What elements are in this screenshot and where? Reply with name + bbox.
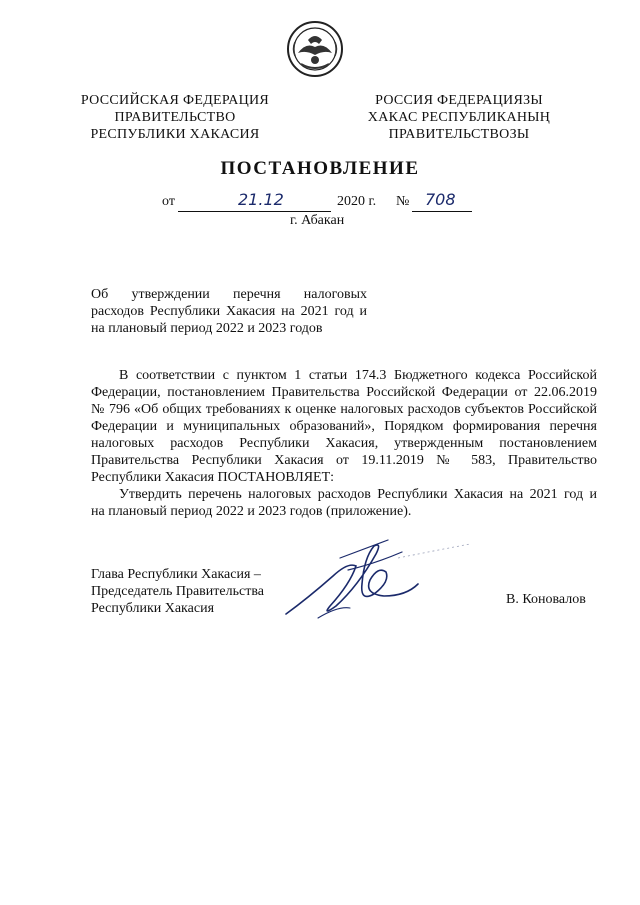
header-left-line: РОССИЙСКАЯ ФЕДЕРАЦИЯ — [80, 93, 270, 108]
subject-line: расходов Республики Хакасия на 2021 год и — [91, 304, 367, 319]
document-body — [91, 367, 597, 520]
date-underline — [178, 211, 331, 212]
body-line: Федерации, постановлением Правительства Российской Федерации от 22.06.2019 — [91, 385, 597, 400]
header-right — [350, 92, 568, 143]
body-line: Федерации и муниципальных образований», Порядком формирования перечня — [91, 419, 597, 434]
signatory-line: Председатель Правительства — [91, 584, 264, 599]
city: г. Абакан — [290, 213, 345, 228]
signatory-title — [91, 566, 264, 617]
header-right-line: ПРАВИТЕЛЬСТВОЗЫ — [388, 127, 530, 142]
date-handwritten: 21.12 — [238, 190, 284, 209]
date-prefix: от — [162, 194, 175, 209]
year-text: 2020 г. — [337, 194, 377, 209]
subject-line: на плановый период 2022 и 2023 годов — [91, 321, 323, 336]
header-left — [70, 92, 280, 143]
header-right-line: РОССИЯ ФЕДЕРАЦИЯЗЫ — [375, 93, 543, 108]
signatory-line: Республики Хакасия — [91, 601, 215, 616]
number-sign: № — [396, 194, 410, 209]
signatory-line: Глава Республики Хакасия – — [91, 567, 261, 582]
header-right-line: ХАКАС РЕСПУБЛИКАНЫҢ — [367, 110, 551, 125]
coat-of-arms-emblem — [286, 20, 344, 78]
body-line: Республики Хакасия ПОСТАНОВЛЯЕТ: — [91, 470, 335, 485]
body-line: В соответствии с пунктом 1 статьи 174.3 Бюджетного кодекса Российской — [119, 368, 597, 383]
number-underline — [412, 211, 472, 212]
header-left-line: ПРАВИТЕЛЬСТВО — [114, 110, 236, 125]
body-line: на плановый период 2022 и 2023 годов (приложение). — [91, 504, 412, 519]
body-line: Правительства Республики Хакасия от 19.11.2019 № 583, Правительство — [91, 453, 597, 468]
body-line: налоговых расходов Республики Хакасия, утвержденным постановлением — [91, 436, 597, 451]
signatory-name: В. Коновалов — [506, 592, 586, 607]
document-subject — [91, 286, 367, 337]
document-title: ПОСТАНОВЛЕНИЕ — [220, 158, 420, 179]
number-handwritten: 708 — [425, 190, 456, 209]
body-line: Утвердить перечень налоговых расходов Республики Хакасия на 2021 год и — [119, 487, 597, 502]
body-line: № 796 «Об общих требованиях к оценке налоговых расходов субъектов Российской — [91, 402, 597, 417]
header-left-line: РЕСПУБЛИКИ ХАКАСИЯ — [90, 127, 260, 142]
subject-line: Об утверждении перечня налоговых — [91, 287, 367, 302]
handwritten-signature — [278, 536, 478, 621]
